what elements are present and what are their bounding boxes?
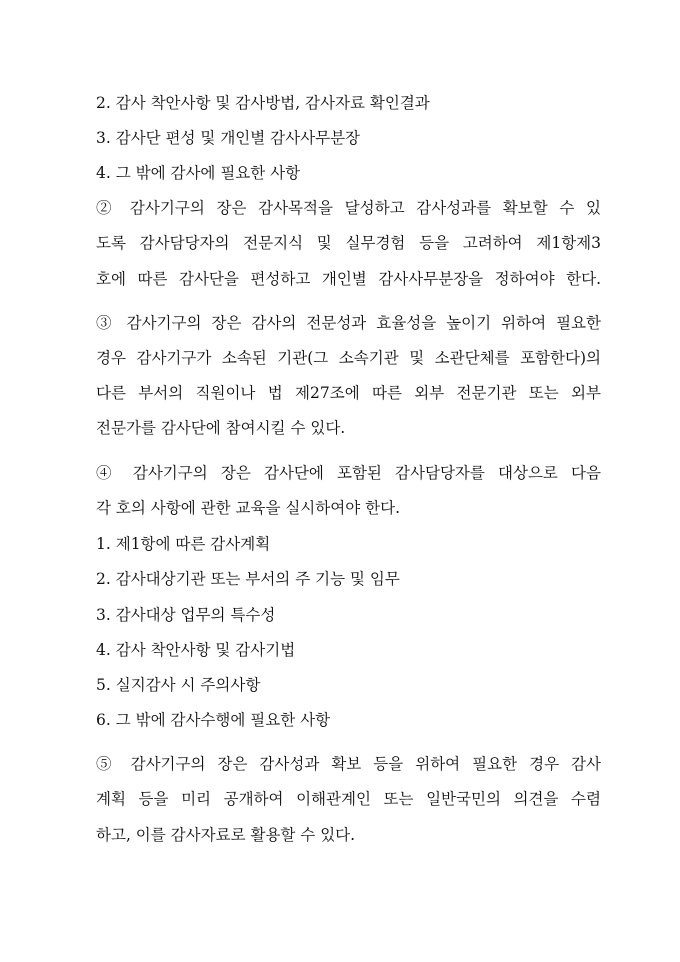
paragraph-3-line-1: ③ 감사기구의 장은 감사의 전문성과 효율성을 높이기 위하여 필요한 xyxy=(96,314,601,332)
item-3-audit-team: 3. 감사단 편성 및 개인별 감사사무분장 xyxy=(96,129,361,147)
training-item-1: 1. 제1항에 따른 감사계획 xyxy=(96,535,271,553)
training-item-5: 5. 실지감사 시 주의사항 xyxy=(96,676,261,694)
paragraph-5-line-3: 하고, 이를 감사자료로 활용할 수 있다. xyxy=(96,826,356,844)
paragraph-5-line-2: 계획 등을 미리 공개하여 이해관계인 또는 일반국민의 의견을 수렴 xyxy=(96,790,601,808)
item-2-audit-focus: 2. 감사 착안사항 및 감사방법, 감사자료 확인결과 xyxy=(96,94,430,112)
paragraph-2-line-1: ② 감사기구의 장은 감사목적을 달성하고 감사성과를 확보할 수 있 xyxy=(96,199,601,217)
paragraph-2-line-3: 호에 따른 감사단을 편성하고 개인별 감사사무분장을 정하여야 한다. xyxy=(96,270,601,288)
paragraph-4-line-1: ④ 감사기구의 장은 감사단에 포함된 감사담당자를 대상으로 다음 xyxy=(96,464,601,482)
paragraph-3-line-4: 전문가를 감사단에 참여시킬 수 있다. xyxy=(96,419,346,437)
training-item-3: 3. 감사대상 업무의 특수성 xyxy=(96,606,276,624)
training-item-4: 4. 감사 착안사항 및 감사기법 xyxy=(96,641,296,659)
paragraph-5-line-1: ⑤ 감사기구의 장은 감사성과 확보 등을 위하여 필요한 경우 감사 xyxy=(96,755,601,773)
paragraph-4-line-2: 각 호의 사항에 관한 교육을 실시하여야 한다. xyxy=(96,499,401,517)
paragraph-3-line-3: 다른 부서의 직원이나 법 제27조에 따른 외부 전문기관 또는 외부 xyxy=(96,384,601,402)
paragraph-3-line-2: 경우 감사기구가 소속된 기관(그 소속기관 및 소관단체를 포함한다)의 xyxy=(96,349,601,367)
paragraph-2-line-2: 도록 감사담당자의 전문지식 및 실무경험 등을 고려하여 제1항제3 xyxy=(96,234,601,252)
item-4-other-matters: 4. 그 밖에 감사에 필요한 사항 xyxy=(96,164,301,182)
training-item-2: 2. 감사대상기관 또는 부서의 주 기능 및 임무 xyxy=(96,570,400,588)
training-item-6: 6. 그 밖에 감사수행에 필요한 사항 xyxy=(96,711,331,729)
